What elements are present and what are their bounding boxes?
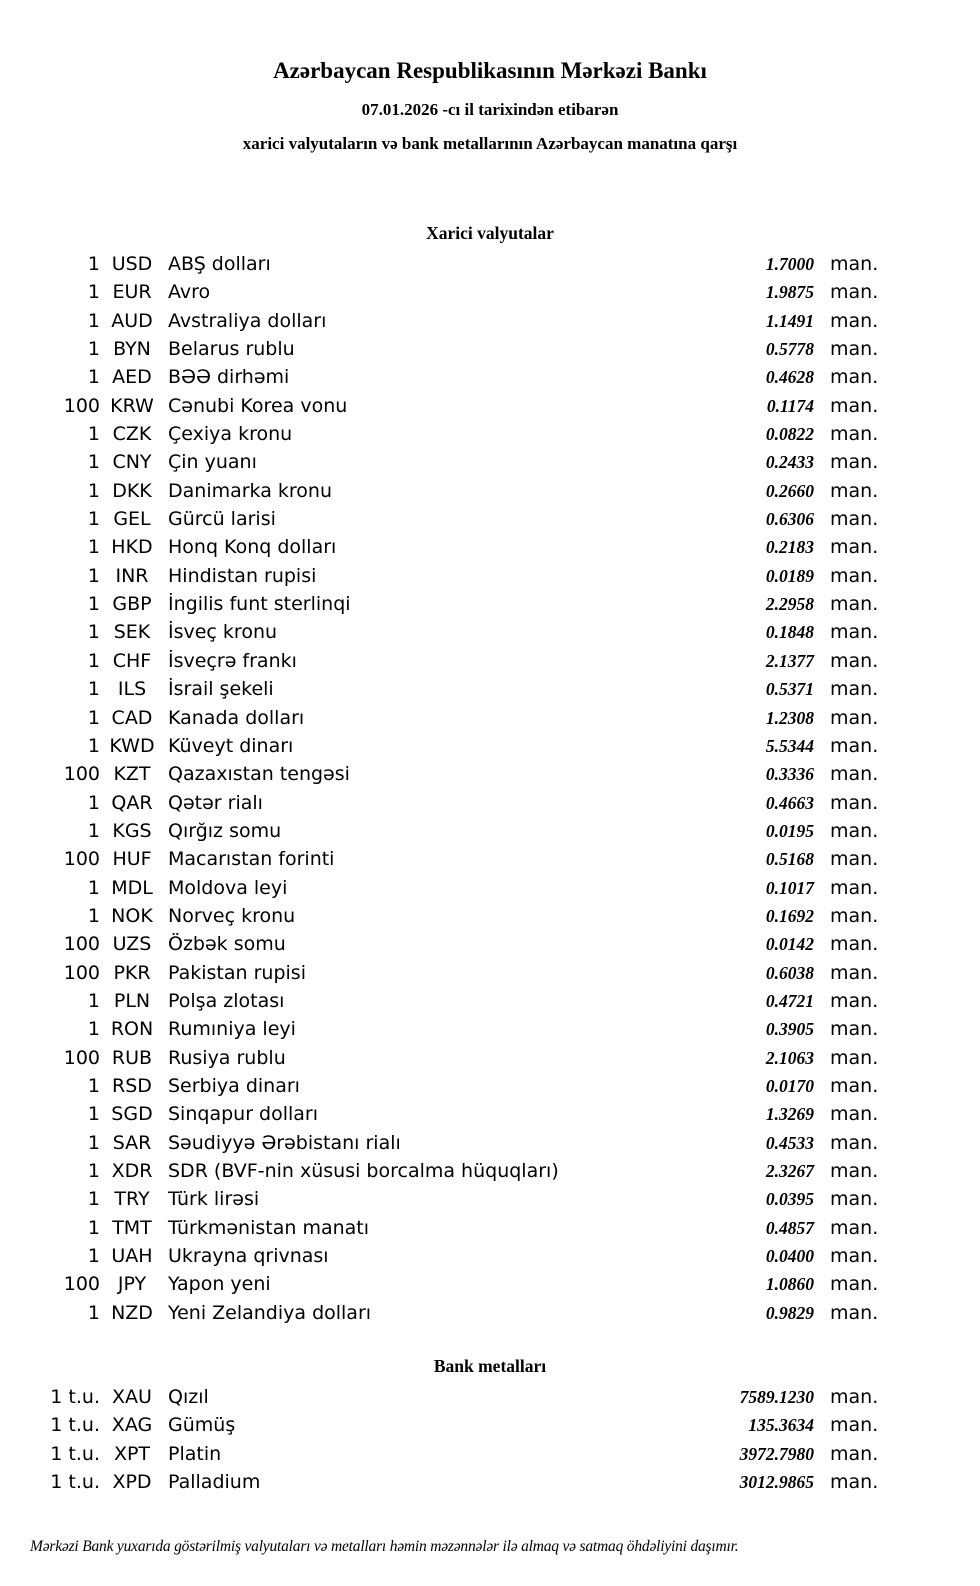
currency-code: CNY (112, 451, 152, 474)
unit-label: man. (830, 281, 879, 304)
currency-code: GEL (113, 508, 151, 531)
unit-label: man. (830, 1188, 879, 1211)
currency-row (0, 423, 980, 451)
currency-code: GBP (112, 593, 152, 616)
unit-label: man. (830, 479, 879, 502)
rate-value: 0.3336 (765, 764, 814, 785)
rate-value: 0.5371 (765, 679, 814, 700)
quantity: 1 t.u. (50, 1471, 100, 1494)
rate-value: 5.5344 (765, 735, 814, 756)
rate-value: 3972.7980 (739, 1443, 814, 1464)
currency-name: Qətər rialı (168, 791, 263, 814)
quantity: 1 t.u. (50, 1442, 100, 1465)
currency-name: Macarıstan forinti (168, 848, 335, 871)
disclaimer-text: Mərkəzi Bank yuxarıda göstərilmiş valyutaları və metalları həmin məzənnələr ilə almaq və satmaq öhdəliyini daşımır. (30, 1538, 739, 1556)
currency-code: TMT (112, 1216, 152, 1239)
currency-code: INR (115, 564, 149, 587)
unit-label: man. (830, 1131, 879, 1154)
unit-label: man. (830, 904, 879, 927)
rate-value: 0.1174 (766, 395, 814, 416)
rate-value: 0.2433 (765, 452, 814, 473)
currency-name: Qırğız somu (168, 819, 282, 842)
currency-name: Belarus rublu (168, 338, 295, 361)
rate-value: 0.1848 (765, 622, 814, 643)
currency-name: Hindistan rupisi (168, 564, 317, 587)
unit-label: man. (830, 961, 879, 984)
currency-code: UAH (111, 1245, 153, 1268)
metals-table (0, 1386, 980, 1499)
currency-name: Platin (168, 1442, 222, 1465)
currency-name: Türk lirəsi (168, 1188, 260, 1211)
unit-label: man. (830, 366, 879, 389)
rate-value: 2.1063 (765, 1047, 814, 1068)
unit-label: man. (830, 621, 879, 644)
currency-row (0, 1047, 980, 1075)
currency-code: XAG (111, 1414, 153, 1437)
currency-code: DKK (112, 479, 152, 502)
currency-name: Gümüş (168, 1414, 236, 1437)
currency-code: ILS (117, 678, 147, 701)
rate-value: 0.2183 (765, 537, 814, 558)
quantity: 100 (63, 848, 100, 871)
quantity: 1 (87, 564, 100, 587)
unit-label: man. (830, 536, 879, 559)
currency-code: XDR (111, 1160, 153, 1182)
currency-code: HUF (112, 848, 152, 871)
currency-code: XPD (112, 1471, 152, 1494)
currency-code: TRY (114, 1188, 150, 1211)
currency-name: Serbiya dinarı (168, 1074, 300, 1097)
rate-value: 0.0395 (765, 1189, 814, 1210)
currency-row (0, 933, 980, 961)
unit-label: man. (830, 763, 879, 786)
rate-value: 0.0400 (765, 1246, 814, 1267)
currency-code: EUR (112, 281, 152, 304)
metals-section-title: Bank metalları (433, 1356, 547, 1377)
quantity: 1 (87, 536, 100, 559)
currency-row (0, 593, 980, 621)
quantity: 1 (87, 508, 100, 531)
currency-name: Danimarka kronu (168, 479, 333, 502)
currency-name: Honq Konq dolları (168, 536, 337, 559)
currencies-table (0, 253, 980, 1330)
currency-row (0, 1103, 980, 1131)
rate-value: 0.6038 (765, 962, 814, 983)
currency-name: Avstraliya dolları (168, 309, 327, 332)
rate-value: 1.3269 (765, 1104, 814, 1125)
quantity: 1 (87, 1245, 100, 1268)
currency-row (0, 1075, 980, 1103)
currency-code: PLN (113, 989, 151, 1012)
quantity: 100 (63, 1273, 100, 1296)
currency-row (0, 1217, 980, 1245)
currency-row (0, 707, 980, 735)
rate-value: 0.6306 (765, 509, 814, 530)
currency-code: SGD (111, 1103, 153, 1126)
rate-value: 0.4628 (765, 367, 814, 388)
quantity: 1 (87, 423, 100, 446)
rate-value: 2.1377 (765, 650, 814, 671)
currency-name: Kanada dolları (168, 706, 305, 729)
currency-code: JPY (117, 1273, 147, 1296)
currency-name: SDR (BVF-nin xüsusi borcalma hüquqları) (168, 1160, 559, 1182)
currency-code: NZD (111, 1301, 153, 1324)
bulletin-subtitle: xarici valyutaların və bank metallarının Azərbaycan manatına qarşı (242, 134, 738, 153)
currency-name: ABŞ dolları (168, 253, 271, 275)
unit-label: man. (830, 1414, 879, 1437)
quantity: 1 (87, 593, 100, 616)
rate-value: 0.0142 (765, 934, 814, 955)
currency-name: Türkmənistan manatı (168, 1216, 370, 1239)
rate-value: 0.4857 (765, 1217, 814, 1238)
currency-row (0, 480, 980, 508)
bank-title: Azərbaycan Respublikasının Mərkəzi Bankı (273, 58, 707, 83)
quantity: 100 (63, 394, 100, 417)
unit-label: man. (830, 451, 879, 474)
currency-name: Çexiya kronu (168, 423, 293, 446)
rate-value: 1.1491 (765, 310, 814, 331)
quantity: 1 (87, 479, 100, 502)
unit-label: man. (830, 848, 879, 871)
currency-code: AUD (111, 309, 153, 332)
quantity: 1 (87, 1131, 100, 1154)
unit-label: man. (830, 1018, 879, 1041)
unit-label: man. (830, 1386, 879, 1409)
effective-date: 07.01.2026 -cı il tarixindən etibarən (361, 100, 619, 119)
currency-row (0, 395, 980, 423)
unit-label: man. (830, 1273, 879, 1296)
rate-value: 0.5778 (765, 339, 814, 360)
currency-row (0, 1302, 980, 1330)
currency-name: İngilis funt sterlinqi (168, 593, 351, 616)
quantity: 1 (87, 366, 100, 389)
quantity: 1 (87, 904, 100, 927)
quantity: 1 (87, 621, 100, 644)
quantity: 1 (87, 1018, 100, 1041)
unit-label: man. (830, 309, 879, 332)
quantity: 1 (87, 678, 100, 701)
currency-row (0, 877, 980, 905)
quantity: 1 t.u. (50, 1414, 100, 1437)
unit-label: man. (830, 508, 879, 531)
currency-code: AED (112, 366, 152, 389)
currency-name: BƏƏ dirhəmi (168, 366, 290, 389)
currency-code: MDL (111, 876, 153, 899)
currency-name: Polşa zlotası (168, 989, 285, 1012)
currency-row (0, 1160, 980, 1188)
currency-row (0, 1245, 980, 1273)
rate-value: 135.3634 (748, 1415, 814, 1436)
currency-row (0, 508, 980, 536)
quantity: 1 (87, 309, 100, 332)
unit-label: man. (830, 706, 879, 729)
currency-row (0, 820, 980, 848)
rate-value: 0.0195 (765, 820, 814, 841)
unit-label: man. (830, 253, 879, 275)
currency-name: Qazaxıstan tengəsi (168, 763, 350, 786)
currency-code: USD (111, 253, 153, 275)
quantity: 1 (87, 876, 100, 899)
rate-value: 1.2308 (765, 707, 814, 728)
currency-name: İsveç kronu (168, 621, 278, 644)
quantity: 1 (87, 1188, 100, 1211)
metal-row (0, 1386, 980, 1414)
rate-value: 0.5168 (765, 849, 814, 870)
currency-row (0, 253, 980, 281)
currency-row (0, 990, 980, 1018)
quantity: 1 (87, 1301, 100, 1324)
currency-row (0, 621, 980, 649)
currency-name: Palladium (168, 1471, 261, 1494)
rate-value: 0.3905 (765, 1019, 814, 1040)
rate-value: 2.3267 (765, 1161, 814, 1181)
currency-name: Norveç kronu (168, 904, 296, 927)
quantity: 1 (87, 791, 100, 814)
currency-name: Cənubi Korea vonu (168, 394, 348, 417)
rate-value: 2.2958 (765, 594, 814, 615)
currency-code: UZS (112, 933, 152, 956)
currency-name: Səudiyyə Ərəbistanı rialı (168, 1131, 401, 1154)
currency-name: Gürcü larisi (168, 508, 276, 531)
quantity: 1 (87, 451, 100, 474)
currency-name: İsrail şekeli (168, 678, 274, 701)
quantity: 100 (63, 933, 100, 956)
unit-label: man. (830, 678, 879, 701)
rate-value: 0.1017 (765, 877, 814, 898)
currency-row (0, 565, 980, 593)
quantity: 100 (63, 1046, 100, 1069)
quantity: 1 t.u. (50, 1386, 100, 1409)
rate-value: 1.0860 (765, 1274, 814, 1295)
quantity: 1 (87, 1103, 100, 1126)
currency-code: KWD (109, 734, 155, 757)
currency-row (0, 792, 980, 820)
currency-code: KRW (110, 394, 154, 417)
quantity: 1 (87, 1216, 100, 1239)
unit-label: man. (830, 791, 879, 814)
rate-value: 0.4721 (765, 990, 814, 1011)
unit-label: man. (830, 1160, 879, 1182)
unit-label: man. (830, 593, 879, 616)
currency-code: PKR (113, 961, 151, 984)
currency-row (0, 1018, 980, 1046)
currency-name: Ukrayna qrivnası (168, 1245, 329, 1268)
currency-row (0, 1188, 980, 1216)
currency-code: XAU (112, 1386, 152, 1409)
currency-row (0, 962, 980, 990)
unit-label: man. (830, 1074, 879, 1097)
currency-code: KGS (112, 819, 152, 842)
rate-value: 7589.1230 (739, 1387, 814, 1408)
quantity: 1 (87, 1160, 100, 1182)
currency-row (0, 310, 980, 338)
rate-value: 1.7000 (765, 254, 814, 274)
currency-name: Qızıl (168, 1386, 209, 1409)
unit-label: man. (830, 1301, 879, 1324)
quantity: 1 (87, 706, 100, 729)
unit-label: man. (830, 649, 879, 672)
currency-name: Yeni Zelandiya dolları (168, 1301, 372, 1324)
unit-label: man. (830, 1103, 879, 1126)
currency-row (0, 905, 980, 933)
currency-name: Sinqapur dolları (168, 1103, 319, 1126)
unit-label: man. (830, 564, 879, 587)
currency-row (0, 281, 980, 309)
quantity: 1 (87, 338, 100, 361)
unit-label: man. (830, 734, 879, 757)
currency-code: SAR (112, 1131, 152, 1154)
currency-name: Avro (168, 281, 211, 304)
quantity: 1 (87, 649, 100, 672)
rate-value: 0.0822 (765, 424, 814, 445)
currency-name: Rumıniya leyi (168, 1018, 296, 1041)
rate-value: 0.2660 (765, 480, 814, 501)
metal-row (0, 1414, 980, 1442)
rate-value: 0.4533 (765, 1132, 814, 1153)
unit-label: man. (830, 1471, 879, 1494)
currency-code: CZK (112, 423, 152, 446)
currency-code: SEK (113, 621, 151, 644)
currency-name: Özbək somu (168, 933, 286, 956)
rate-value: 3012.9865 (739, 1472, 814, 1493)
currency-row (0, 366, 980, 394)
currency-code: CHF (112, 649, 152, 672)
rate-value: 0.0189 (765, 565, 814, 586)
quantity: 1 (87, 281, 100, 304)
rate-value: 0.9829 (765, 1302, 814, 1323)
currency-row (0, 1132, 980, 1160)
currency-name: Rusiya rublu (168, 1046, 286, 1069)
quantity: 1 (87, 734, 100, 757)
quantity: 1 (87, 989, 100, 1012)
unit-label: man. (830, 876, 879, 899)
unit-label: man. (830, 423, 879, 446)
rate-value: 0.0170 (765, 1075, 814, 1096)
metal-row (0, 1443, 980, 1471)
currency-row (0, 678, 980, 706)
unit-label: man. (830, 819, 879, 842)
currency-row (0, 536, 980, 564)
currency-code: HKD (111, 536, 153, 559)
quantity: 1 (87, 1074, 100, 1097)
unit-label: man. (830, 1245, 879, 1268)
currency-row (0, 338, 980, 366)
currency-code: RUB (111, 1046, 153, 1069)
currency-name: Çin yuanı (168, 451, 257, 474)
unit-label: man. (830, 394, 879, 417)
currency-code: XPT (113, 1442, 151, 1465)
quantity: 100 (63, 961, 100, 984)
unit-label: man. (830, 338, 879, 361)
rate-value: 0.4663 (765, 792, 814, 813)
unit-label: man. (830, 989, 879, 1012)
currency-row (0, 451, 980, 479)
unit-label: man. (830, 1442, 879, 1465)
quantity: 100 (63, 763, 100, 786)
currency-name: Pakistan rupisi (168, 961, 306, 984)
metal-row (0, 1471, 980, 1499)
currency-name: Moldova leyi (168, 876, 288, 899)
currency-code: BYN (113, 338, 151, 361)
currency-row (0, 650, 980, 678)
currency-code: NOK (111, 904, 153, 927)
currencies-section-title: Xarici valyutalar (426, 223, 554, 243)
currency-code: KZT (113, 763, 151, 786)
quantity: 1 (87, 253, 100, 275)
rate-value: 0.1692 (765, 905, 814, 926)
currency-name: İsveçrə frankı (168, 649, 297, 672)
unit-label: man. (830, 1216, 879, 1239)
currency-code: QAR (111, 791, 153, 814)
currency-row (0, 1273, 980, 1301)
currency-name: Yapon yeni (168, 1273, 271, 1296)
unit-label: man. (830, 933, 879, 956)
currency-row (0, 735, 980, 763)
currency-row (0, 763, 980, 791)
quantity: 1 (87, 819, 100, 842)
unit-label: man. (830, 1046, 879, 1069)
currency-code: RSD (112, 1074, 152, 1097)
currency-code: CAD (111, 706, 153, 729)
currency-code: RON (110, 1018, 154, 1041)
currency-row (0, 848, 980, 876)
rate-value: 1.9875 (765, 282, 814, 303)
currency-name: Küveyt dinarı (168, 734, 294, 757)
